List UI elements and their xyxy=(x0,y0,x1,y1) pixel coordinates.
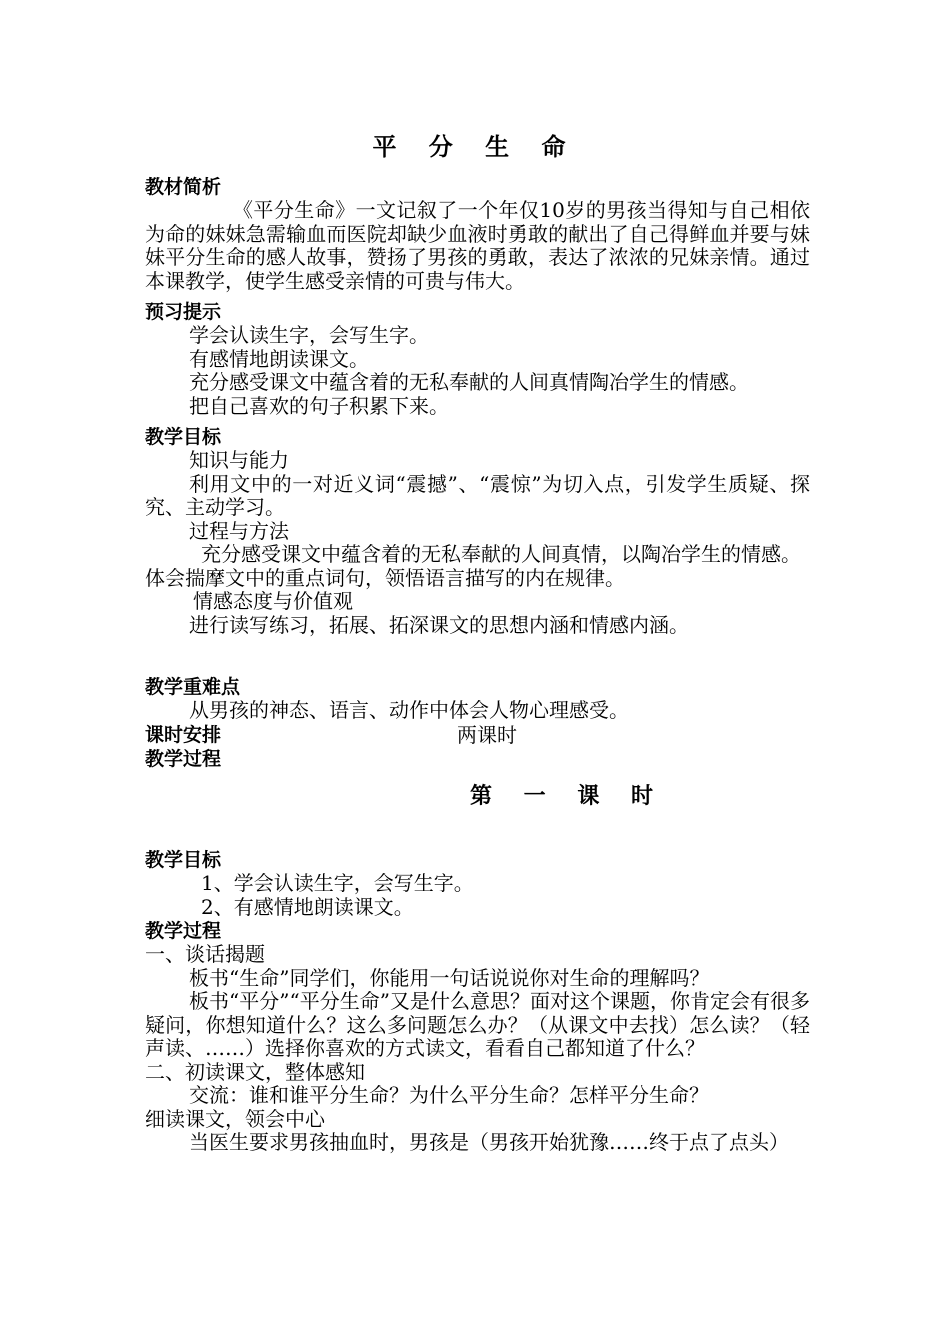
preview-item-3: 充分感受课文中蕴含着的无私奉献的人间真情陶冶学生的情感。 xyxy=(189,370,749,394)
lesson1-heading-process: 教学过程 xyxy=(145,920,222,942)
lesson1-heading-goals: 教学目标 xyxy=(145,849,222,871)
step-3-heading: 细读课文，领会中心 xyxy=(145,1106,325,1131)
section-analysis xyxy=(145,175,810,293)
preview-item-4: 把自己喜欢的句子积累下来。 xyxy=(189,393,449,418)
difficulty-text: 从男孩的神态、语言、动作中体会人物心理感受。 xyxy=(189,698,629,722)
step-1-heading: 一、谈话揭题 xyxy=(145,942,265,966)
heading-difficulty: 教学重难点 xyxy=(145,676,241,698)
heading-schedule: 课时安排 xyxy=(145,723,222,746)
section-goals xyxy=(145,425,810,637)
step-1-text-1: 板书“生命”同学们，你能用一句话说说你对生命的理解吗？ xyxy=(189,965,710,990)
goals-text-process: 充分感受课文中蕴含着的无私奉献的人间真情，以陶冶学生的情感。 xyxy=(201,542,801,566)
lesson1-title: 第 一 课 时 xyxy=(470,783,665,809)
step-2-text-1: 交流：谁和谁平分生命？为什么平分生命？怎样平分生命？ xyxy=(189,1083,709,1107)
step-3-text-1: 当医生要求男孩抽血时，男孩是（男孩开始犹豫……终于点了点头） xyxy=(189,1130,789,1154)
goals-text-knowledge: 利用文中的一对近义词“震撼”、“震惊”为切入点，引发学生质疑、探究、主动学习。 xyxy=(145,471,810,519)
heading-preview: 预习提示 xyxy=(145,301,222,323)
analysis-text: 《平分生命》一文记叙了一个年仅10岁的男孩当得知与自己相依为命的妹妹急需输血而医院却缺少血液时勇敢的献出了自己得鲜血并要与妹妹平分生命的感人故事，赞扬了男孩的勇敢，表达了浓浓的兄妹亲情。通过本课教学，使学生感受亲情的可贵与伟大。 xyxy=(145,198,810,293)
document-title: 平 分 生 命 xyxy=(372,132,578,161)
goals-text-emotion: 进行读写练习，拓展、拓深课文的思想内涵和情感内涵。 xyxy=(189,612,689,637)
preview-item-1: 学会认读生字，会写生字。 xyxy=(189,323,429,347)
step-2-heading: 二、初读课文，整体感知 xyxy=(145,1059,365,1084)
section-preview xyxy=(145,300,810,418)
heading-goals: 教学目标 xyxy=(145,426,222,448)
section-lesson1 xyxy=(145,848,810,1155)
heading-process: 教学过程 xyxy=(145,747,222,770)
step-1-text-2: 板书“平分”“平分生命”又是什么意思？面对这个课题，你肯定会有很多疑问，你想知道什么？这么多问题怎么办？（从课文中去找）怎么读？（轻声读、……）选择你喜欢的方式读文，看看自己都知道了什么？ xyxy=(145,989,810,1060)
heading-analysis: 教材简析 xyxy=(145,176,222,198)
preview-item-2: 有感情地朗读课文。 xyxy=(189,346,369,371)
schedule-value: 两课时 xyxy=(457,723,517,747)
goals-sub-knowledge: 知识与能力 xyxy=(189,448,289,472)
lesson1-goal-2: 2、有感情地朗读课文。 xyxy=(201,894,414,919)
goals-sub-process: 过程与方法 xyxy=(189,518,289,543)
goals-text-language: 体会揣摩文中的重点词句，领悟语言描写的内在规律。 xyxy=(145,565,625,590)
goals-sub-emotion: 情感态度与价值观 xyxy=(193,589,353,613)
lesson1-goal-1: 1、学会认读生字，会写生字。 xyxy=(201,871,474,895)
